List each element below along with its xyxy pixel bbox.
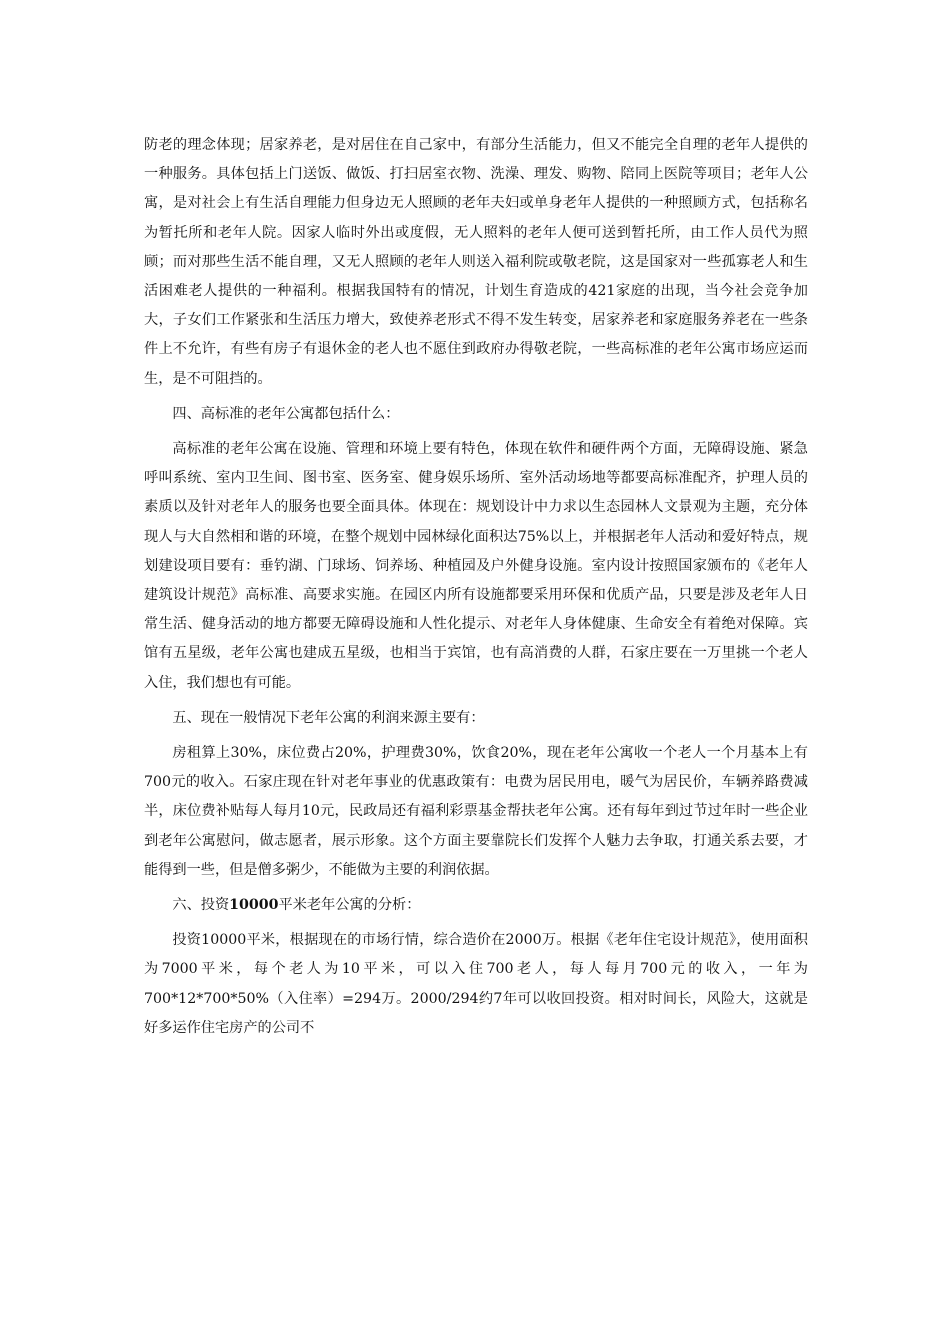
paragraph-elderly-care-types: 防老的理念体现；居家养老，是对居住在自己家中，有部分生活能力，但又不能完全自理的老年人提供的一种服务。具体包括上门送饭、做饭、打扫居室衣物、洗澡、理发、购物、陪同上医院等项目；老年人公寓，是对社会上有生活自理能力但身边无人照顾的老年夫妇或单身老年人提供的一种照顾方式，包括称名为暂托所和老年人院。因家人临时外出或度假，无人照料的老年人便可送到暂托所，由工作人员代为照顾；而对那些生活不能自理，又无人照顾的老年人则送入福利院或敬老院，这是国家对一些孤寡老人和生活困难老人提供的一种福利。根据我国特有的情况，计划生育造成的421家庭的出现，当今社会竞争加大，子女们工作紧张和生活压力增大，致使养老形式不得不发生转变，居家养老和家庭服务养老在一些条件上不允许，有些有房子有退休金的老人也不愿住到政府办得敬老院，一些高标准的老年公寓市场应运而生，是不可阻挡的。 xyxy=(144,137,808,387)
section-heading-6-suffix: 平米老年公寓的分析： xyxy=(278,897,421,914)
paragraph-high-standard-apartment: 高标准的老年公寓在设施、管理和环境上要有特色，体现在软件和硬件两个方面，无障碍设施、紧急呼叫系统、室内卫生间、图书室、医务室、健身娱乐场所、室外活动场地等都要高标准配齐，护理人员的素质以及针对老年人的服务也要全面具体。体现在：规划设计中力求以生态园林人文景观为主题，充分体现人与大自然相和谐的环境，在整个规划中园林绿化面积达75%以上，并根据老年人活动和爱好特点，规划建设项目要有：垂钓湖、门球场、饲养场、种植园及户外健身设施。室内设计按照国家颁布的《老年人建筑设计规范》高标准、高要求实施。在园区内所有设施都要采用环保和优质产品，只要是涉及老年人日常生活、健身活动的地方都要无障碍设施和人性化提示、对老年人身体健康、生命安全有着绝对保障。宾馆有五星级，老年公寓也建成五星级，也相当于宾馆，也有高消费的人群，石家庄要在一万里挑一个老人入住，我们想也有可能。 xyxy=(144,441,808,691)
document-body xyxy=(144,131,808,1043)
section-heading-6-area: 10000 xyxy=(229,897,279,914)
paragraph-profit-sources: 房租算上30%，床位费占20%，护理费30%，饮食20%，现在老年公寓收一个老人一个月基本上有700元的收入。石家庄现在针对老年事业的优惠政策有：电费为居民用电，暖气为居民价，车辆养路费减半，床位费补贴每人每月10元，民政局还有福利彩票基金帮扶老年公寓。还有每年到过节过年时一些企业到老年公寓慰问，做志愿者，展示形象。这个方面主要靠院长们发挥个人魅力去争取，打通关系去要，才能得到一些，但是僧多粥少，不能做为主要的利润依据。 xyxy=(144,745,808,878)
section-heading-5: 五、现在一般情况下老年公寓的利润来源主要有： xyxy=(172,709,485,726)
section-heading-6-prefix: 六、投资 xyxy=(172,897,230,914)
section-heading-4: 四、高标准的老年公寓都包括什么： xyxy=(172,405,400,422)
paragraph-investment-analysis: 投资10000平米，根据现在的市场行情，综合造价在2000万。根据《老年住宅设计规范》，使用面积为7000平米，每个老人为10平米，可以入住700老人，每人每月700元的收入，一年为700*12*700*50%（入住率）=294万。2000/294约7年可以收回投资。相对时间长，风险大，这就是好多运作住宅房产的公司不 xyxy=(144,932,808,1036)
section-heading-6 xyxy=(144,891,808,920)
